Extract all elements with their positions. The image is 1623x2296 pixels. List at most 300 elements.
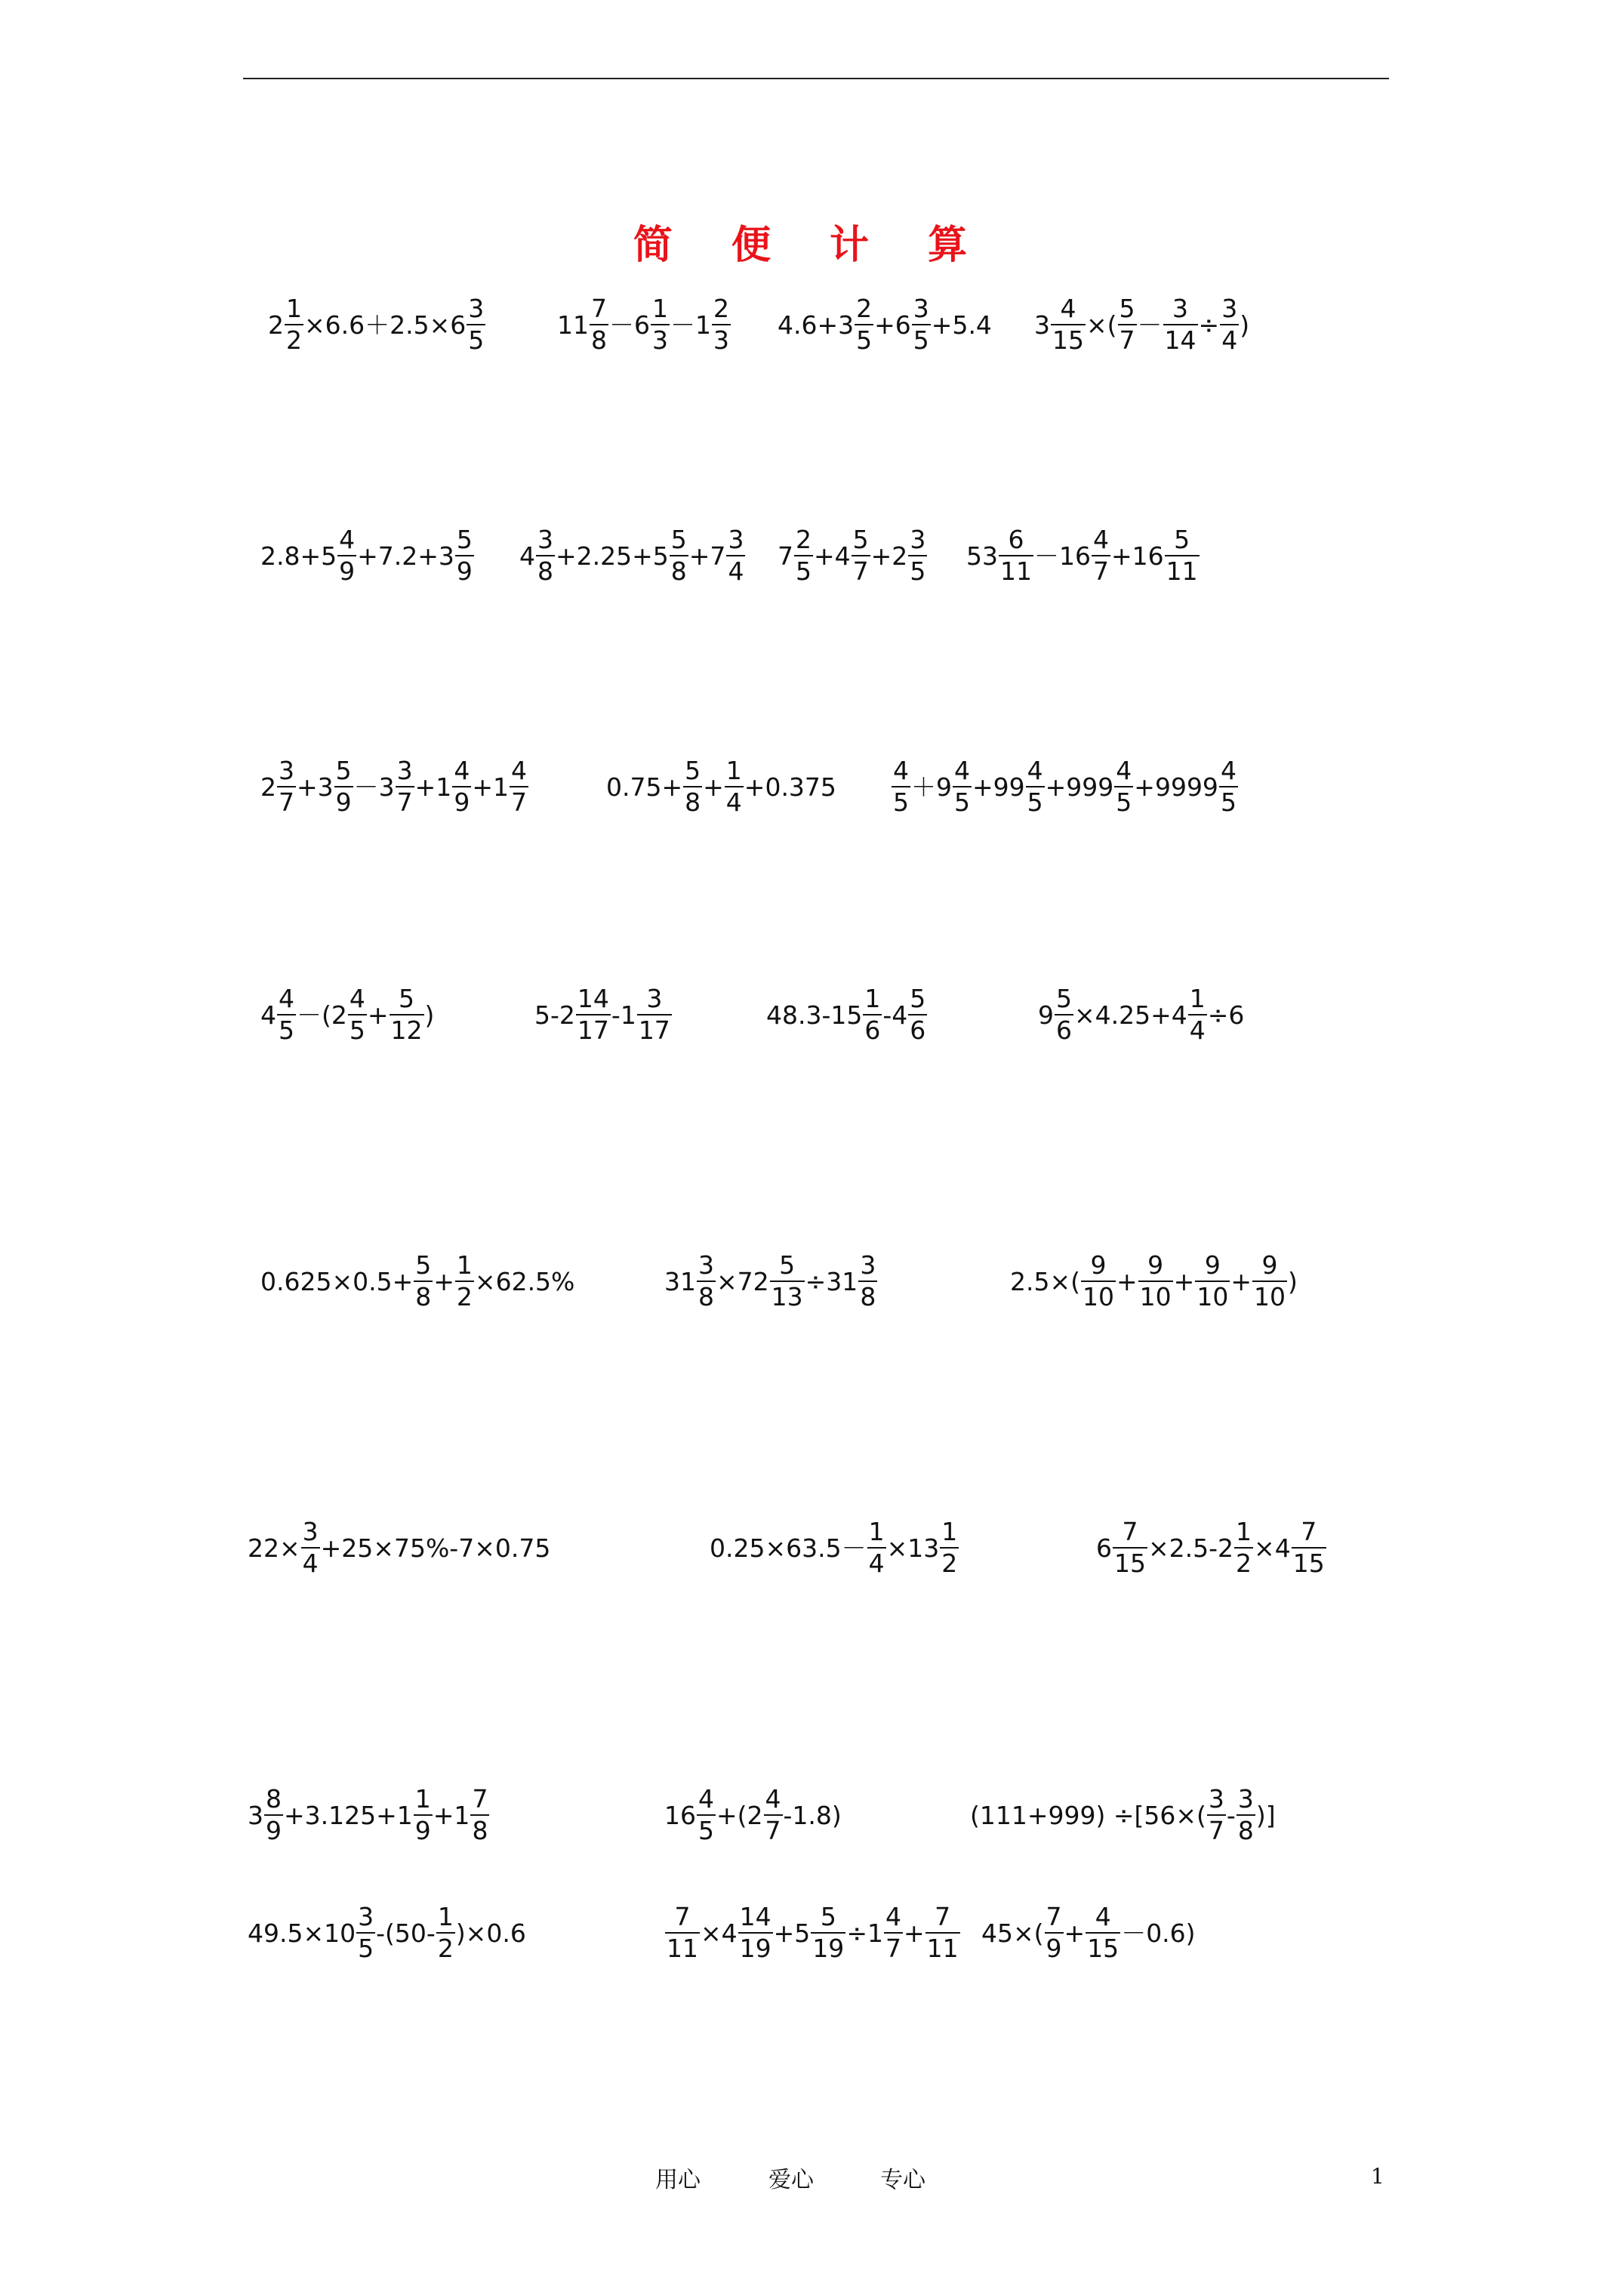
denominator: 8 [472,1816,488,1845]
numerator: 5 [910,983,926,1013]
expr-text: - [1226,1800,1236,1830]
expr-text: 0.625×0.5+ [260,1266,414,1296]
fraction [334,756,353,818]
problem-19 [248,1502,550,1593]
expr-text: ×13 [886,1533,940,1563]
denominator: 7 [279,787,294,817]
fraction [396,756,414,818]
expr-text: +2.25+5 [556,541,669,571]
denominator: 3 [713,325,729,355]
fraction [1252,1250,1287,1313]
numerator: 4 [893,755,909,785]
fraction [277,756,296,818]
denominator: 9 [266,1816,282,1845]
fraction [697,1784,716,1847]
denominator: 19 [812,1934,845,1963]
numerator: 7 [1046,1901,1062,1931]
numerator: 3 [279,755,294,785]
numerator: 7 [935,1901,951,1931]
numerator: 5 [852,524,869,554]
numerator: 7 [472,1783,488,1814]
numerator: 1 [414,1783,431,1814]
expr-text: 5-2 [534,1000,575,1030]
problem-1 [268,279,486,370]
fraction [455,525,474,587]
denominator: 2 [1236,1549,1252,1578]
denominator: 10 [1196,1282,1229,1311]
denominator: 8 [685,787,701,817]
fraction [337,525,356,587]
expr-text: 3 [248,1800,263,1830]
expr-text: +999 [1045,772,1114,802]
expr-text: + [1116,1266,1138,1296]
numerator: 3 [396,755,413,785]
expr-text: -(50- [376,1918,436,1948]
expr-text: 31 [664,1266,696,1296]
numerator: 14 [577,983,609,1013]
fraction [794,525,813,587]
denominator: 2 [286,325,302,355]
fraction [726,525,745,587]
expr-text: ×6.6＋2.5×6 [304,310,467,340]
problem-22 [248,1770,490,1860]
numerator: 2 [796,524,812,554]
numerator: 1 [1236,1516,1252,1546]
expr-text: + [367,1000,389,1030]
numerator: 3 [698,1250,714,1280]
expr-text: 7 [778,541,793,571]
fraction [925,1902,960,1965]
denominator: 9 [414,1816,431,1845]
fraction [470,1784,489,1847]
fraction [1081,1250,1116,1313]
fraction [1113,1517,1147,1579]
problem-26 [664,1888,961,1978]
denominator: 8 [670,556,687,586]
header-rule [243,78,1389,79]
expr-text: 2 [260,772,276,802]
expr-text: + [1173,1266,1195,1296]
fraction [953,756,972,818]
expr-text: －16 [1034,541,1091,571]
fraction [390,984,424,1046]
denominator: 14 [1164,325,1196,355]
numerator: 1 [725,755,742,785]
denominator: 6 [1056,1015,1072,1045]
denominator: 5 [1116,787,1132,817]
denominator: 11 [1166,556,1198,586]
numerator: 1 [437,1901,454,1931]
fraction [590,294,608,356]
denominator: 12 [390,1015,423,1045]
page-title: 简 便 计 算 [633,222,990,268]
denominator: 7 [765,1816,781,1845]
fraction [908,984,927,1046]
expr-text: -4 [882,1000,908,1030]
numerator: 5 [415,1250,432,1280]
fraction [452,756,471,818]
denominator: 7 [885,1934,901,1963]
fraction [436,1902,455,1965]
numerator: 1 [652,293,668,323]
denominator: 4 [1189,1015,1206,1045]
expr-text: 11 [557,310,589,340]
numerator: 1 [456,1250,473,1280]
expr-text: －1 [670,310,711,340]
numerator: 5 [685,755,701,785]
expr-text: ) [424,1000,435,1030]
fraction [285,294,303,356]
problem-23 [664,1770,842,1860]
numerator: 4 [1095,1901,1111,1931]
fraction [697,1250,716,1313]
denominator: 5 [349,1015,365,1045]
problem-2 [557,279,731,370]
fraction [467,294,485,356]
denominator: 15 [1114,1549,1146,1578]
expr-text: 0.25×63.5－ [710,1533,867,1563]
problem-18 [1010,1236,1298,1327]
denominator: 10 [1253,1282,1286,1311]
fraction [277,984,296,1046]
numerator: 3 [1208,1783,1224,1814]
problem-20 [710,1502,959,1593]
fraction [1195,1250,1230,1313]
expr-text: 2.5×( [1010,1266,1081,1296]
fraction [1188,984,1207,1046]
denominator: 7 [1093,556,1109,586]
expr-text: +25×75%-7×0.75 [320,1533,551,1563]
footer-item-2: 爱心 [768,2167,814,2193]
fraction [738,1902,773,1965]
expr-text: +1 [433,1800,470,1830]
expr-text: ÷31 [805,1266,858,1296]
problem-14 [766,969,928,1060]
problem-3 [778,279,992,370]
expr-text: +9999 [1134,772,1218,802]
expr-text: ÷6 [1207,1000,1245,1030]
denominator: 7 [1208,1816,1224,1845]
numerator: 3 [358,1901,374,1931]
denominator: 2 [437,1934,454,1963]
fraction [348,984,367,1046]
expr-text: )] [1255,1800,1276,1830]
numerator: 5 [399,983,415,1013]
denominator: 4 [1221,325,1238,355]
numerator: 1 [1189,983,1206,1013]
numerator: 5 [1174,524,1190,554]
problem-16 [260,1236,574,1327]
expr-text: +7.2+3 [357,541,454,571]
fraction [1045,1902,1064,1965]
numerator: 5 [820,1901,836,1931]
problem-4 [1034,279,1249,370]
fraction [637,984,672,1046]
fraction [1055,984,1073,1046]
denominator: 17 [577,1015,609,1045]
numerator: 7 [591,293,607,323]
numerator: 9 [1261,1250,1278,1280]
expr-text: ＋9 [911,772,952,802]
expr-text: ×72 [716,1266,769,1296]
expr-text: + [1230,1266,1252,1296]
denominator: 10 [1083,1282,1115,1311]
denominator: 11 [1000,556,1032,586]
fraction [1234,1517,1253,1579]
fraction [770,1250,805,1313]
denominator: 10 [1139,1282,1172,1311]
expr-text: 2 [268,310,284,340]
numerator: 7 [674,1901,691,1931]
numerator: 2 [856,293,873,323]
expr-text: 49.5×10 [248,1918,356,1948]
numerator: 7 [1301,1516,1317,1546]
denominator: 5 [358,1934,374,1963]
expr-text: 2.8+5 [260,541,337,571]
expr-text: (111+999) ÷[56×( [970,1800,1206,1830]
fraction [665,1902,700,1965]
numerator: 4 [885,1901,901,1931]
fraction [712,294,731,356]
page-number: 1 [1371,2164,1384,2189]
fraction [1092,525,1110,587]
fraction [852,525,870,587]
denominator: 6 [910,1015,926,1045]
denominator: 19 [739,1934,771,1963]
expr-text: 45×( [981,1918,1044,1948]
fraction [536,525,555,587]
expr-text: 22× [248,1533,300,1563]
denominator: 7 [1119,325,1135,355]
fraction [908,525,927,587]
numerator: 5 [779,1250,796,1280]
expr-text: ×4 [701,1918,738,1948]
expr-text: -1 [611,1000,636,1030]
fraction [1165,525,1200,587]
expr-text: +(2 [716,1800,763,1830]
denominator: 2 [456,1282,473,1311]
numerator: 9 [1147,1250,1164,1280]
expr-text: ) [1287,1266,1298,1296]
denominator: 9 [335,787,352,817]
expr-text: +7 [688,541,726,571]
problem-25 [248,1888,526,1978]
fraction [867,1517,886,1579]
expr-text: －(2 [297,1000,347,1030]
fraction [725,756,744,818]
problem-24 [970,1770,1276,1860]
denominator: 5 [856,325,873,355]
expr-text: －6 [609,310,650,340]
denominator: 17 [638,1015,670,1045]
denominator: 8 [415,1282,432,1311]
expr-text: 4 [519,541,535,571]
numerator: 4 [1116,755,1132,785]
fraction [414,1784,433,1847]
expr-text: +5.4 [931,310,992,340]
numerator: 4 [1220,755,1236,785]
problem-17 [664,1236,878,1327]
fraction [892,756,910,818]
numerator: 1 [286,293,302,323]
expr-text: + [703,772,724,802]
numerator: 1 [941,1516,958,1546]
numerator: 4 [765,1783,781,1814]
fraction [1026,756,1045,818]
expr-text: ×4.25+4 [1074,1000,1187,1030]
numerator: 3 [1237,1783,1254,1814]
expr-text: 0.75+ [606,772,683,802]
fraction [1236,1784,1255,1847]
denominator: 5 [893,787,909,817]
numerator: 4 [1093,524,1109,554]
fraction [264,1784,283,1847]
expr-text: + [903,1918,925,1948]
fraction [1163,294,1198,356]
expr-text: ×62.5% [474,1266,575,1296]
numerator: 4 [1027,755,1043,785]
expr-text: +0.375 [744,772,836,802]
denominator: 4 [725,787,742,817]
expr-text: +16 [1111,541,1164,571]
denominator: 7 [852,556,869,586]
fraction [455,1250,474,1313]
expr-text: 6 [1096,1533,1112,1563]
numerator: 8 [266,1783,282,1814]
fraction [1086,1902,1120,1965]
numerator: 3 [302,1516,319,1546]
fraction [1220,294,1239,356]
expr-text: ÷ [1198,310,1220,340]
denominator: 5 [279,1015,294,1045]
fraction [651,294,670,356]
numerator: 3 [728,524,744,554]
fraction [863,984,882,1046]
numerator: 7 [1122,1516,1138,1546]
denominator: 9 [456,556,473,586]
expr-text: 9 [1038,1000,1054,1030]
fraction [1292,1517,1326,1579]
numerator: 5 [335,755,352,785]
denominator: 13 [771,1282,803,1311]
problem-10 [606,741,836,832]
expr-text: 3 [1034,310,1050,340]
problem-27 [981,1888,1196,1978]
numerator: 1 [864,983,881,1013]
numerator: 3 [1221,293,1238,323]
expr-text: +6 [874,310,911,340]
numerator: 3 [646,983,663,1013]
expr-text: +1 [414,772,452,802]
denominator: 5 [954,787,970,817]
denominator: 8 [860,1282,876,1311]
fraction [884,1902,903,1965]
numerator: 4 [349,983,365,1013]
denominator: 4 [302,1549,319,1578]
denominator: 15 [1292,1549,1325,1578]
numerator: 3 [468,293,485,323]
numerator: 5 [1056,983,1072,1013]
problem-11 [891,741,1239,832]
denominator: 4 [868,1549,885,1578]
denominator: 5 [796,556,812,586]
expr-text: +2 [870,541,908,571]
denominator: 5 [913,325,929,355]
problem-13 [534,969,673,1060]
numerator: 5 [670,524,687,554]
numerator: 9 [1204,1250,1221,1280]
numerator: 4 [510,755,527,785]
denominator: 8 [537,556,553,586]
fraction [1051,294,1086,356]
problem-9 [260,741,529,832]
expr-text: -1.8) [783,1800,842,1830]
expr-text: － [1137,310,1163,340]
expr-text: ×( [1086,310,1117,340]
denominator: 7 [396,787,413,817]
denominator: 15 [1052,325,1084,355]
fraction [301,1517,320,1579]
expr-text: + [433,1266,454,1296]
fraction [414,1250,433,1313]
problem-12 [260,969,434,1060]
numerator: 3 [910,524,926,554]
fraction [858,1250,877,1313]
expr-text: )×0.6 [455,1918,526,1948]
numerator: 3 [1172,293,1189,323]
denominator: 5 [910,556,926,586]
numerator: 3 [537,524,553,554]
denominator: 5 [468,325,485,355]
denominator: 9 [339,556,356,586]
numerator: 3 [860,1250,876,1280]
fraction [510,756,528,818]
denominator: 6 [864,1015,881,1045]
denominator: 8 [698,1282,714,1311]
problem-6 [519,510,746,601]
numerator: 6 [1008,524,1024,554]
numerator: 2 [713,293,729,323]
fraction [1114,756,1133,818]
fraction [999,525,1033,587]
expr-text: +4 [814,541,851,571]
fraction [940,1517,959,1579]
problem-8 [966,510,1200,601]
denominator: 5 [1027,787,1043,817]
expr-text: +99 [972,772,1025,802]
numerator: 3 [913,293,929,323]
denominator: 3 [652,325,668,355]
fraction [576,984,611,1046]
expr-text: + [1064,1918,1086,1948]
problem-15 [1038,969,1244,1060]
numerator: 4 [698,1783,714,1814]
denominator: 4 [728,556,744,586]
expr-text: 16 [664,1800,696,1830]
fraction [1207,1784,1226,1847]
denominator: 8 [1237,1816,1254,1845]
expr-text: +1 [472,772,509,802]
numerator: 4 [954,755,970,785]
expr-text: ×4 [1254,1533,1291,1563]
expr-text: －0.6) [1121,1918,1196,1948]
expr-text: 4 [260,1000,276,1030]
fraction [855,294,873,356]
numerator: 14 [739,1901,771,1931]
numerator: 9 [1090,1250,1107,1280]
fraction [356,1902,375,1965]
expr-text: +3.125+1 [284,1800,413,1830]
